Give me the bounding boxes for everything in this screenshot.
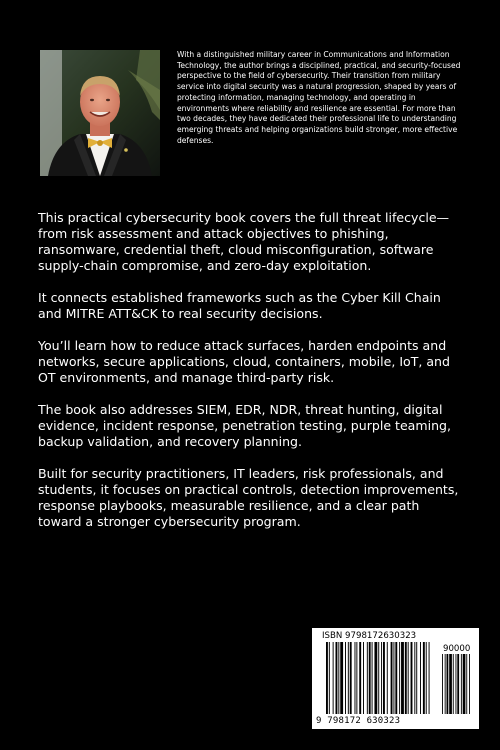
price-code: 90000 [443, 644, 471, 654]
author-portrait-icon [40, 50, 160, 176]
author-photo [40, 50, 160, 176]
description-paragraph: Built for security practitioners, IT leaders, risk professionals, and students, it focuses on practical controls, detection improvements, response playbooks, measurable resilience, and a clear path toward a stronger cybersecurity program. [38, 466, 459, 529]
isbn-label: ISBN 9798172630323 [322, 631, 417, 641]
description-paragraph: You’ll learn how to reduce attack surfaces, harden endpoints and networks, secure applications, cloud, containers, mobile, IoT, and OT environments, and manage third-party risk. [38, 338, 450, 385]
book-description [38, 210, 464, 546]
description-paragraph: It connects established frameworks such as the Cyber Kill Chain and MITRE ATT&CK to real security decisions. [38, 290, 441, 321]
barcode-digits: 9 798172 630323 [316, 716, 401, 726]
description-paragraph: This practical cybersecurity book covers the full threat lifecycle—from risk assessment and attack objectives to phishing, ransomware, credential theft, cloud misconfiguration, software supply-chain compromise, and zero-day exploitation. [38, 210, 450, 273]
barcode-box [312, 628, 479, 729]
author-bio: With a distinguished military career in Communications and Information Technology, the author brings a disciplined, practical, and security-focused perspective to the field of cybersecurity. Their transition from military service into digital security was a natural progression, shaped by years of protecting information, managing technology, and operating in environments where reliability and resilience are essential. For more than two decades, they have dedicated their professional life to understanding emerging threats and helping organizations build stronger, more effective defenses. [177, 50, 461, 145]
description-paragraph: The book also addresses SIEM, EDR, NDR, threat hunting, digital evidence, incident response, penetration testing, purple teaming, backup validation, and recovery planning. [38, 402, 451, 449]
